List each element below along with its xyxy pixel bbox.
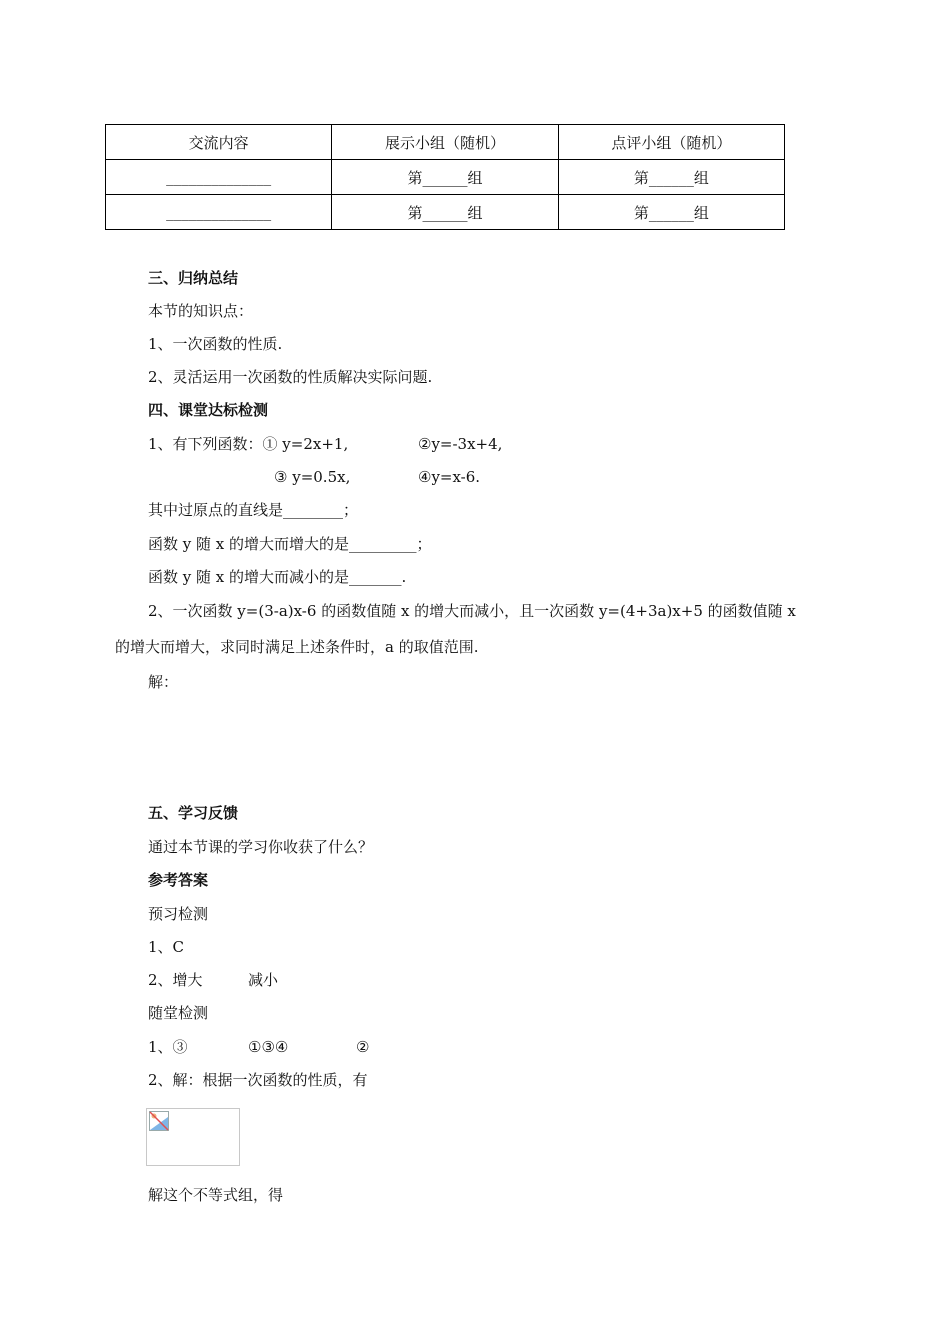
q1-line2-left: ③ y=0.5x, [274,468,351,486]
q1-blank-c: 函数 y 随 x 的增大而减小的是_______. [148,568,407,586]
q1-line1-left: 1、有下列函数：① y=2x+1, [148,435,349,453]
section5-heading: 五、学习反馈 [148,804,239,822]
table-row [106,160,785,195]
preview-answer-2b: 减小 [248,971,279,989]
table-cell-review: 第______组 [558,160,784,195]
broken-image-icon [149,1111,169,1131]
table-cell-show: 第______组 [332,160,558,195]
preview-answer-2a: 2、增大 [148,971,203,989]
solution-label: 解： [148,673,179,691]
class-answer-3: 解这个不等式组，得 [148,1186,284,1204]
preview-answer-1: 1、C [148,938,185,956]
class-answer-1b: ①③④ [248,1038,289,1056]
table-header: 交流内容 [106,125,332,160]
class-answer-1a: 1、③ [148,1038,188,1056]
class-answer-1c: ② [356,1038,370,1056]
q1-blank-b: 函数 y 随 x 的增大而增大的是_________； [148,535,432,553]
q2-line2: 的增大而增大，求同时满足上述条件时，a 的取值范围. [115,638,479,656]
section3-intro: 本节的知识点： [148,302,254,320]
exchange-table [105,124,785,230]
section5-question: 通过本节课的学习你收获了什么？ [148,838,374,856]
broken-image-placeholder [146,1108,240,1166]
table-header: 展示小组（随机） [332,125,558,160]
answers-heading: 参考答案 [148,871,209,889]
q1-blank-a: 其中过原点的直线是________； [148,501,359,519]
q1-line2-right: ④y=x-6. [418,468,481,486]
table-header: 点评小组（随机） [558,125,784,160]
q2-line1: 2、一次函数 y=(3-a)x-6 的函数值随 x 的增大而减小，且一次函数 y=(4+3a)x+5 的函数值随 x [148,602,796,620]
section3-heading: 三、归纳总结 [148,269,239,287]
table-row [106,195,785,230]
section3-item-2: 2、灵活运用一次函数的性质解决实际问题. [148,368,433,386]
preview-label: 预习检测 [148,905,209,923]
q1-line1-right: ②y=-3x+4, [418,435,503,453]
table-header-row [106,125,785,160]
table-cell-review: 第______组 [558,195,784,230]
table-cell-content: ______________ [106,160,332,195]
table-cell-show: 第______组 [332,195,558,230]
class-check-label: 随堂检测 [148,1004,209,1022]
section4-heading: 四、课堂达标检测 [148,401,269,419]
class-answer-2: 2、解：根据一次函数的性质，有 [148,1071,368,1089]
section3-item-1: 1、一次函数的性质. [148,335,283,353]
table-cell-content: ______________ [106,195,332,230]
